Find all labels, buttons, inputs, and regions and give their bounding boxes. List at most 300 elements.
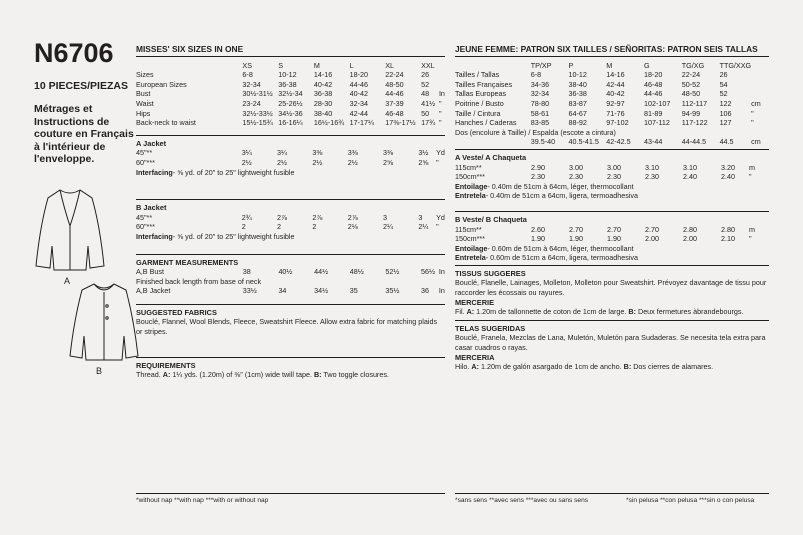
table-cell: 32-34 xyxy=(349,98,369,108)
a-entretela xyxy=(455,191,769,201)
table-cell: 10-12 xyxy=(278,70,297,80)
table-cell: 50 xyxy=(421,108,430,118)
size-header: L xyxy=(349,60,354,70)
text-span: 1.20m de galón asargado de 1cm de ancho. xyxy=(478,362,624,372)
table-cell: 44.5 xyxy=(719,137,734,147)
table-cell: 60"*** xyxy=(136,222,155,232)
table-cell: 2.30 xyxy=(607,172,621,182)
mercerie-title: MERCERIE xyxy=(455,297,495,307)
table-cell: 106 xyxy=(719,108,732,118)
table-cell: Finished back length from base of neck xyxy=(136,276,262,286)
table-cell: Back-neck to waist xyxy=(136,118,196,128)
table-cell: 112-117 xyxy=(681,98,708,108)
table-row xyxy=(455,225,767,235)
table-cell: 52 xyxy=(719,89,728,99)
table-cell: " xyxy=(438,118,442,128)
table-cell: 37-39 xyxy=(385,98,404,108)
table-cell: Yd xyxy=(436,212,445,222)
table-cell: 2⅞ xyxy=(277,212,288,222)
table-cell: 3½ xyxy=(418,148,429,158)
size-header: XL xyxy=(385,60,395,70)
table-cell: 26 xyxy=(421,70,430,80)
mercerie-text xyxy=(455,307,769,317)
table-cell: 40½ xyxy=(278,267,293,277)
table-cell: European Sizes xyxy=(136,79,187,89)
text-span: Interfacing xyxy=(136,231,173,241)
table-cell: 2.30 xyxy=(569,172,583,182)
english-size-table xyxy=(136,61,445,128)
table-cell: 3.20 xyxy=(721,162,735,172)
a-veste-yardage xyxy=(455,163,767,182)
size-header: G xyxy=(644,60,650,70)
text-span: Dos cierres de alamares. xyxy=(631,362,714,372)
table-cell: 42-44 xyxy=(606,79,625,89)
table-cell: 83-85 xyxy=(530,118,550,128)
text-span: A: xyxy=(162,370,171,380)
table-cell: 34 xyxy=(278,286,287,296)
french-footnote-rule xyxy=(455,493,769,494)
text-span: - ⅝ yd. of 20" to 25" lightweight fusible xyxy=(172,167,295,177)
table-cell: 54 xyxy=(719,79,728,89)
table-cell: 102-107 xyxy=(644,98,671,108)
table-cell: 2¼ xyxy=(383,222,394,232)
table-cell: 2⅝ xyxy=(383,157,394,167)
a-veste-title: A Veste/ A Chaqueta xyxy=(455,152,527,162)
table-row xyxy=(136,118,445,128)
table-cell: 2¼ xyxy=(418,222,429,232)
table-cell: 3⅜ xyxy=(312,148,323,158)
table-cell: 48½ xyxy=(349,267,364,277)
table-cell: 2.80 xyxy=(683,224,697,234)
table-row xyxy=(455,70,769,80)
table-cell: 38-40 xyxy=(313,108,333,118)
table-cell: 1.90 xyxy=(531,234,545,244)
b-veste-title: B Veste/ B Chaqueta xyxy=(455,214,527,224)
table-cell: 42-42.5 xyxy=(606,137,631,147)
table-row xyxy=(455,109,769,119)
table-cell: 2.00 xyxy=(645,234,659,244)
text-span: B: xyxy=(628,307,636,317)
table-cell: 44-46 xyxy=(644,89,663,99)
text-span: Deux fermetures àbrandebourgs. xyxy=(636,307,744,317)
table-cell: 2.70 xyxy=(569,224,583,234)
table-row xyxy=(455,99,769,109)
table-cell: 2.00 xyxy=(683,234,697,244)
text-span: A: xyxy=(471,362,479,372)
pieces-count: 10 PIECES/PIEZAS xyxy=(34,80,128,92)
table-cell: 38 xyxy=(242,267,251,277)
table-cell: 3.00 xyxy=(607,162,621,172)
suggested-fabrics-text: Bouclé, Flannel, Wool Blends, Fleece, Sweatshirt Fleece. Allow extra fabric for matching plaids or stripes. xyxy=(136,317,438,337)
table-cell: 92-97 xyxy=(606,98,625,108)
table-cell: 150cm*** xyxy=(455,234,485,244)
b-jacket-title: B Jacket xyxy=(136,203,167,213)
table-cell: Taille / Cintura xyxy=(455,108,501,118)
table-cell: 88-92 xyxy=(568,118,587,128)
table-cell: Tailles / Tallas xyxy=(455,70,500,80)
text-span: B: xyxy=(623,362,632,372)
table-cell: A,B Jacket xyxy=(136,286,171,296)
table-cell: Dos (encolure à Taille) / Espalda (escote a cintura) xyxy=(455,127,616,137)
table-cell: " xyxy=(751,108,754,118)
table-cell: 43-44 xyxy=(644,137,663,147)
table-cell: 42-44 xyxy=(349,108,369,118)
table-cell xyxy=(751,70,769,80)
garment-measurements-table xyxy=(136,267,445,296)
table-cell: 58-61 xyxy=(530,108,550,118)
text-span: Interfacing xyxy=(136,167,173,177)
table-cell: 60"*** xyxy=(136,157,155,167)
table-cell xyxy=(751,80,769,90)
text-span: B: xyxy=(313,370,322,380)
table-row xyxy=(455,234,767,244)
table-cell: 18-20 xyxy=(644,70,663,80)
table-cell xyxy=(439,61,445,71)
merceria-text xyxy=(455,362,769,372)
table-cell: 41½ xyxy=(421,98,436,108)
table-cell: 3¼ xyxy=(241,148,252,158)
table-cell: 34½-36 xyxy=(278,108,303,118)
english-footnote: *without nap **with nap ***with or without nap xyxy=(136,497,269,504)
table-cell: 3 xyxy=(383,212,388,222)
table-row xyxy=(455,172,767,182)
table-row xyxy=(455,128,769,138)
tissus-text: Bouclé, Flanelle, Lainages, Molleton, Molleton pour Sweatshirt. Prévoyez davantage de tissu pour raccorder les écossais ou rayures. xyxy=(455,278,767,298)
french-instructions-note: Métrages et Instructions de couture en Français à l'intérieur de l'enveloppe. xyxy=(34,103,134,165)
table-cell: 40.5-41.5 xyxy=(568,137,599,147)
table-cell: 50-52 xyxy=(681,79,701,89)
table-cell: 26 xyxy=(719,70,728,80)
text-span: - 0.40m de 51cm à 64cm, léger, thermocollant xyxy=(487,181,634,191)
table-cell: 44½ xyxy=(314,267,329,277)
table-cell: 115cm** xyxy=(455,162,482,172)
requirements-text xyxy=(136,370,445,380)
table-cell: " xyxy=(438,108,442,118)
text-span: 1.20m de tallonnette de coton de 1cm de large. xyxy=(474,307,629,317)
table-cell: m xyxy=(749,224,755,234)
b-interfacing xyxy=(136,232,445,242)
text-span: Thread. xyxy=(136,370,163,380)
text-span: Entretela xyxy=(455,253,486,263)
table-cell: 56½ xyxy=(421,267,435,277)
size-header: XS xyxy=(242,60,253,70)
text-span: Entoilage xyxy=(455,243,488,253)
a-jacket-yardage xyxy=(136,148,445,167)
table-cell: Sizes xyxy=(136,70,154,80)
table-cell: 15½-15¾ xyxy=(242,118,273,128)
table-cell: 22-24 xyxy=(385,70,404,80)
table-cell: A,B Bust xyxy=(136,267,164,277)
text-span: Two toggle closures. xyxy=(321,370,389,380)
table-row xyxy=(136,158,445,168)
table-cell: 64-67 xyxy=(568,108,587,118)
table-cell: 71-76 xyxy=(606,108,625,118)
requirements-title: REQUIREMENTS xyxy=(136,360,196,370)
text-span: - 0.60m de 51cm a 64cm, ligera, termoadhesiva xyxy=(485,253,638,263)
table-row xyxy=(455,80,769,90)
table-cell: 2½ xyxy=(277,157,288,167)
table-cell: 2.70 xyxy=(645,224,659,234)
text-span: 1¼ yds. (1.20m) of ⅜" (1cm) wide twill tape. xyxy=(170,370,314,380)
size-header: TP/XP xyxy=(530,60,552,70)
table-cell: 3 xyxy=(418,212,423,222)
table-cell: 97-102 xyxy=(606,118,629,128)
table-cell: 52 xyxy=(421,79,430,89)
table-cell: 14-16 xyxy=(313,70,333,80)
table-cell xyxy=(751,89,769,99)
table-row xyxy=(455,118,769,128)
table-cell: 83-87 xyxy=(568,98,587,108)
text-span: - 0.60m de 51cm à 64cm, léger, thermocollant xyxy=(487,243,634,253)
table-row xyxy=(136,222,445,232)
table-cell: 32½-33½ xyxy=(242,108,273,118)
table-cell: cm xyxy=(751,137,761,147)
tissus-title: TISSUS SUGGERES xyxy=(455,268,526,278)
table-cell: 2.40 xyxy=(683,172,697,182)
table-cell xyxy=(751,61,769,71)
french-title: JEUNE FEMME: PATRON SIX TAILLES / SEÑORITAS: PATRON SEIS TALLAS xyxy=(455,45,769,57)
table-cell: 38-40 xyxy=(568,79,587,89)
table-cell: 16½-16¾ xyxy=(313,118,345,128)
table-cell: 48 xyxy=(421,89,430,99)
table-cell: 2½ xyxy=(241,157,252,167)
size-header: XXL xyxy=(421,60,435,70)
table-cell: 2⅞ xyxy=(312,212,323,222)
table-cell: 36-38 xyxy=(568,89,587,99)
english-title: MISSES' SIX SIZES IN ONE xyxy=(136,45,445,57)
size-header: S xyxy=(278,60,284,70)
table-row xyxy=(455,89,769,99)
table-cell: Hips xyxy=(136,108,151,118)
table-cell: 6-8 xyxy=(530,70,542,80)
size-header: M xyxy=(313,60,320,70)
table-cell: 2.70 xyxy=(607,224,621,234)
table-cell: 30½-31½ xyxy=(242,89,273,99)
table-cell: 2.80 xyxy=(721,224,735,234)
table-cell: 52½ xyxy=(385,267,400,277)
text-span: - 0.40m de 51cm a 64cm, ligera, termoadhesiva xyxy=(485,191,638,201)
table-cell: 3⅜ xyxy=(347,148,358,158)
table-row xyxy=(136,277,445,287)
table-row xyxy=(136,148,445,158)
french-footnote: *sans sens **avec sens ***avec ou sans sens xyxy=(455,497,589,504)
table-cell: 44-46 xyxy=(349,79,369,89)
table-cell: " xyxy=(436,222,439,232)
table-cell: Tailles Françaises xyxy=(455,79,513,89)
french-size-table xyxy=(455,61,769,147)
table-cell: " xyxy=(751,118,754,128)
table-cell: 14-16 xyxy=(606,70,625,80)
text-span: Hilo. xyxy=(455,362,472,372)
table-cell: 115cm** xyxy=(455,224,482,234)
table-cell: 107-112 xyxy=(644,118,670,128)
table-cell: 127 xyxy=(719,118,732,128)
table-cell: 1.90 xyxy=(569,234,583,244)
table-cell: Hanches / Caderas xyxy=(455,118,517,128)
table-cell: 40-42 xyxy=(606,89,625,99)
table-cell: 3.10 xyxy=(683,162,697,172)
table-cell: In xyxy=(438,267,445,277)
table-cell: 3.00 xyxy=(569,162,583,172)
table-cell: 2½ xyxy=(312,157,323,167)
table-row xyxy=(455,137,769,147)
table-row xyxy=(136,267,445,277)
table-cell: Tallas Europeas xyxy=(455,89,507,99)
pattern-number: N6706 xyxy=(34,38,114,68)
table-row xyxy=(136,89,445,99)
table-cell: 122 xyxy=(719,98,732,108)
table-cell: " xyxy=(438,98,442,108)
table-cell: 35½ xyxy=(385,286,400,296)
b-jacket-yardage xyxy=(136,213,445,232)
text-span: - ⅝ yd. of 20" to 25" lightweight fusible xyxy=(172,231,295,241)
spanish-footnote: *sin pelusa **con pelusa ***sin o con pelusa xyxy=(626,497,755,504)
table-cell xyxy=(136,61,242,71)
table-cell: 33½ xyxy=(242,286,257,296)
table-cell: Poitrine / Busto xyxy=(455,98,504,108)
table-cell: 10-12 xyxy=(568,70,587,80)
a-interfacing xyxy=(136,168,445,178)
table-cell: 78-80 xyxy=(530,98,550,108)
table-cell: 17-17¼ xyxy=(349,118,375,128)
french-spanish-column xyxy=(455,45,769,372)
view-a-label: A xyxy=(64,276,71,286)
size-header: P xyxy=(568,60,574,70)
table-cell xyxy=(439,70,445,80)
english-column xyxy=(136,45,445,380)
suggested-fabrics-title: SUGGESTED FABRICS xyxy=(136,307,217,317)
garment-measurements-title: GARMENT MEASUREMENTS xyxy=(136,257,239,267)
table-cell: " xyxy=(749,172,752,182)
table-cell: 2.30 xyxy=(531,172,545,182)
table-row xyxy=(136,80,445,90)
table-cell: 17⅜-17½ xyxy=(385,118,416,128)
b-entretela xyxy=(455,253,769,263)
table-cell: 2½ xyxy=(347,157,358,167)
table-cell: " xyxy=(749,234,752,244)
telas-text: Bouclé, Franela, Mezclas de Lana, Muletón, Muletón para Sudaderas. Se necesita tela extra para casar cuadros o rayas. xyxy=(455,333,766,353)
b-veste-yardage xyxy=(455,225,767,244)
english-footnote-rule xyxy=(136,493,445,494)
table-cell: 36-38 xyxy=(313,89,333,99)
table-cell: 25-26½ xyxy=(278,98,303,108)
table-cell: 36 xyxy=(421,286,429,296)
a-entoilage xyxy=(455,182,769,192)
table-cell: 1.90 xyxy=(607,234,621,244)
table-cell: 35 xyxy=(349,286,358,296)
table-cell: 2⅞ xyxy=(347,212,358,222)
table-row xyxy=(136,109,445,119)
table-cell: 3.10 xyxy=(645,162,659,172)
merceria-title: MERCERIA xyxy=(455,352,495,362)
table-cell: 3¼ xyxy=(277,148,288,158)
table-row xyxy=(136,213,445,223)
table-cell: 2⅛ xyxy=(347,222,358,232)
table-cell: cm xyxy=(751,98,761,108)
table-cell: Yd xyxy=(436,148,445,158)
table-cell: 6-8 xyxy=(242,70,253,80)
table-cell: 23-24 xyxy=(242,98,261,108)
table-cell: 94-99 xyxy=(681,108,701,118)
text-span: A: xyxy=(466,307,475,317)
size-header: TTG/XXG xyxy=(719,60,752,70)
table-cell: 34½ xyxy=(314,286,329,296)
table-cell: 32-34 xyxy=(530,89,550,99)
table-cell: 44-46 xyxy=(385,89,404,99)
table-cell: 17¾ xyxy=(421,118,436,128)
table-cell: 48-50 xyxy=(681,89,701,99)
table-cell: 28-30 xyxy=(313,98,333,108)
size-header: TG/XG xyxy=(681,60,705,70)
table-cell: 22-24 xyxy=(681,70,701,80)
table-cell: In xyxy=(438,286,445,296)
table-row xyxy=(455,163,767,173)
table-cell: 40-42 xyxy=(313,79,333,89)
view-b-label: B xyxy=(96,366,103,376)
table-cell: 2.60 xyxy=(531,224,545,234)
table-cell: 18-20 xyxy=(349,70,369,80)
table-cell: 2.30 xyxy=(645,172,659,182)
table-cell: 40-42 xyxy=(349,89,369,99)
table-cell: 2.90 xyxy=(531,162,545,172)
table-cell: 34-36 xyxy=(530,79,550,89)
table-cell: 45"** xyxy=(136,148,153,158)
size-header-row xyxy=(455,61,769,71)
table-cell: 150cm*** xyxy=(455,172,485,182)
table-cell: 81-89 xyxy=(644,108,663,118)
table-cell xyxy=(455,137,531,147)
table-cell: 2 xyxy=(241,222,246,232)
size-header-row xyxy=(136,61,445,71)
table-cell: In xyxy=(438,89,445,99)
table-cell: 46-48 xyxy=(644,79,663,89)
table-cell: 44-44.5 xyxy=(681,137,707,147)
table-cell: 2.40 xyxy=(721,172,735,182)
table-cell: 2.10 xyxy=(721,234,735,244)
table-cell: 2 xyxy=(277,222,282,232)
text-span: Entretela xyxy=(455,191,486,201)
table-cell: m xyxy=(749,162,755,172)
view-b-sketch xyxy=(64,280,144,366)
a-jacket-title: A Jacket xyxy=(136,138,167,148)
b-entoilage xyxy=(455,244,769,254)
table-cell: 39.5-40 xyxy=(530,137,556,147)
text-span: Fil. xyxy=(455,307,467,317)
table-cell: 3⅜ xyxy=(383,148,394,158)
table-cell: 46-48 xyxy=(385,108,404,118)
table-cell: 2⅝ xyxy=(418,157,429,167)
table-cell: Bust xyxy=(136,89,151,99)
table-cell xyxy=(455,61,531,71)
table-cell: 45"** xyxy=(136,212,153,222)
table-cell: 36-38 xyxy=(278,79,297,89)
table-cell: 16-16¼ xyxy=(278,118,303,128)
table-cell: 2 xyxy=(312,222,317,232)
table-cell: 32-34 xyxy=(242,79,261,89)
table-row xyxy=(136,286,445,296)
size-header: M xyxy=(606,60,613,70)
table-cell: 117-122 xyxy=(681,118,708,128)
table-cell: Waist xyxy=(136,98,154,108)
telas-title: TELAS SUGERIDAS xyxy=(455,323,526,333)
table-cell: 2¾ xyxy=(241,212,252,222)
table-row xyxy=(136,99,445,109)
table-row xyxy=(136,70,445,80)
table-cell: 48-50 xyxy=(385,79,404,89)
view-a-sketch xyxy=(30,186,110,276)
table-cell xyxy=(439,80,445,90)
table-cell: " xyxy=(436,157,439,167)
